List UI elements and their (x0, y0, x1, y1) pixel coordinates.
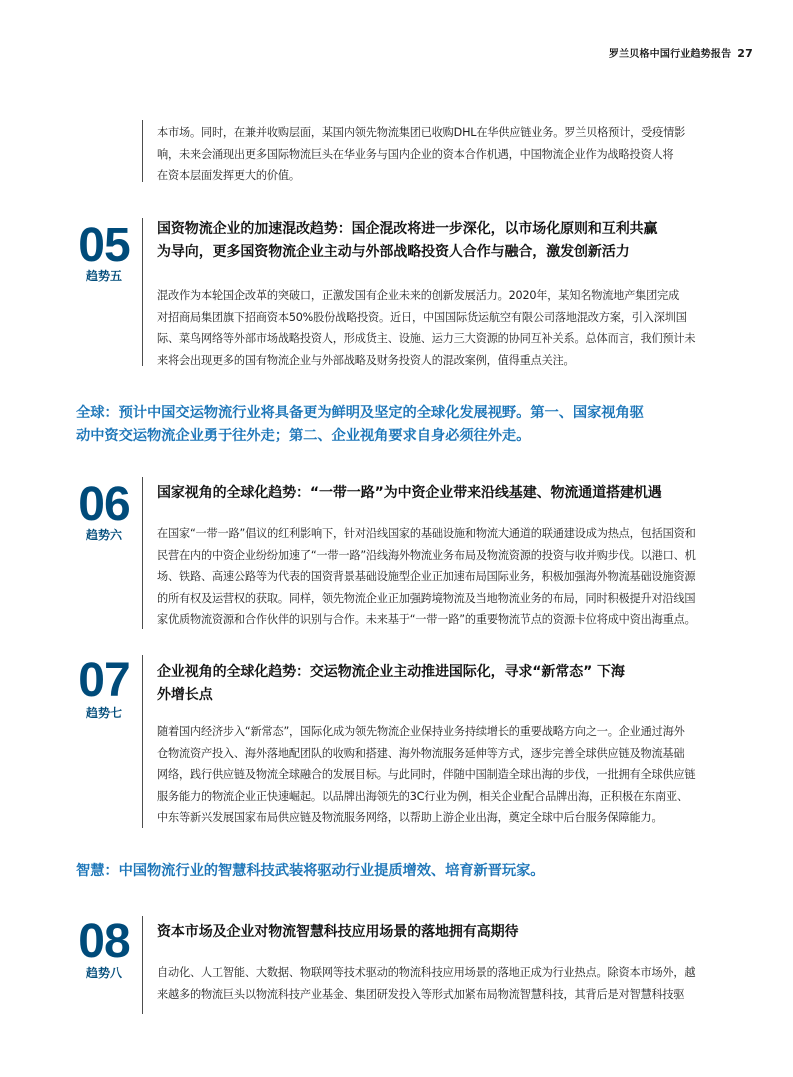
global-heading-line: 全球：预计中国交运物流行业将具备更为鲜明及坚定的全球化发展视野。第一、国家视角驱 (76, 405, 644, 421)
trend-7-body-line: 中东等新兴发展国家布局供应链及物流服务网络，以帮助上游企业出海，奠定全球中后台服务保障能力。 (157, 811, 663, 824)
trend-8-rule (142, 916, 143, 1014)
global-heading-line: 动中资交运物流企业勇于往外走；第二、企业视角要求自身必须往外走。 (76, 428, 531, 444)
trend-6-rule (142, 477, 143, 629)
trend-7-rule (142, 655, 143, 828)
trend-8-body-line: 来越多的物流巨头以物流科技产业基金、集团研发投入等形式加紧布局物流智慧科技，其背后是对智慧科技驱 (157, 987, 685, 1001)
trend-5-body-line: 来将会出现更多的国有物流企业与外部战略及财务投资人的混改案例，值得重点关注。 (157, 353, 575, 367)
smart-section-heading (76, 860, 736, 883)
trend-7-body-line: 网络，践行供应链及物流全球融合的发展目标。与此同时，伴随中国制造全球出海的步伐，一批拥有全球供应链 (157, 768, 696, 781)
trend-6-body-line: 的所有权及运营权的获取。同样，领先物流企业正加强跨境物流及当地物流业务的布局，同时积极提升对沿线国 (157, 591, 696, 605)
trend-5-body (157, 285, 737, 371)
trend-5-rule (142, 218, 143, 366)
trend-6-number: 06 (78, 478, 130, 531)
page-number: 27 (737, 47, 753, 60)
trend-5-title-line: 国资物流企业的加速混改趋势：国企混改将进一步深化，以市场化原则和互利共赢 (157, 221, 658, 237)
trend-6-body-line: 民营在内的中资企业纷纷加速了“一带一路”沿线海外物流业务布局及物流资源的投资与收并购步伐。以港口、机 (157, 548, 696, 562)
report-title: 罗兰贝格中国行业趋势报告 (608, 49, 732, 60)
trend-5-label: 趋势五 (85, 269, 122, 283)
trend-7-body (157, 721, 737, 829)
global-section-heading (76, 402, 736, 448)
smart-heading-line: 智慧：中国物流行业的智慧科技武装将驱动行业提质增效、培育新晋玩家。 (76, 863, 545, 879)
trend-6-body-line: 在国家“一带一路”倡议的红利影响下，针对沿线国家的基础设施和物流大通道的联通建设成为热点，包括国资和 (157, 527, 696, 540)
trend-5-body-line: 对招商局集团旗下招商资本50%股份战略投资。近日，中国国际货运航空有限公司落地混改方案，引入深圳国 (157, 310, 687, 324)
trend-8-title (157, 921, 737, 944)
trend-8-body (157, 962, 737, 1005)
trend-6-title (157, 482, 737, 505)
intro-line: 在资本层面发挥更大的价值。 (157, 169, 300, 182)
trend-5-number: 05 (78, 219, 130, 272)
intro-paragraph (157, 122, 737, 187)
trend-6-label: 趋势六 (85, 528, 122, 542)
trend-8-body-line: 自动化、人工智能、大数据、物联网等技术驱动的物流科技应用场景的落地正成为行业热点。除资本市场外，越 (157, 966, 696, 979)
trend-6-body (157, 523, 737, 631)
trend-5-title (157, 218, 737, 264)
intro-line: 响，未来会涌现出更多国际物流巨头在华业务与国内企业的资本合作机遇，中国物流企业作为战略投资人将 (157, 147, 674, 161)
trend-6-title-line: 国家视角的全球化趋势：“一带一路”为中资企业带来沿线基建、物流通道搭建机遇 (157, 485, 662, 501)
trend-7-title (157, 661, 737, 707)
trend-5-title-line: 为导向，更多国资物流企业主动与外部战略投资人合作与融合，激发创新活力 (157, 244, 630, 260)
trend-7-body-line: 仓物流资产投入、海外落地配团队的收购和搭建、海外物流服务延伸等方式，逐步完善全球供应链及物流基础 (157, 746, 685, 760)
trend-5-body-line: 际、菜鸟网络等外部市场战略投资人，形成货主、设施、运力三大资源的协同互补关系。总体而言，我们预计未 (157, 332, 696, 345)
trend-7-title-line: 企业视角的全球化趋势：交运物流企业主动推进国际化，寻求“新常态” 下海 (157, 664, 625, 680)
intro-line: 本市场。同时，在兼并收购层面，某国内领先物流集团已收购DHL在华供应链业务。罗兰贝格预计，受疫情影 (157, 126, 686, 139)
trend-7-body-line: 服务能力的物流企业正快速崛起。以品牌出海领先的3C行业为例，相关企业配合品牌出海，正积极在东南亚、 (157, 789, 688, 803)
trend-5-body-line: 混改作为本轮国企改革的突破口，正激发国有企业未来的创新发展活力。2020年，某知名物流地产集团完成 (157, 289, 680, 302)
trend-8-label: 趋势八 (85, 966, 122, 980)
intro-rule (142, 120, 143, 182)
trend-8-title-line: 资本市场及企业对物流智慧科技应用场景的落地拥有高期待 (157, 924, 519, 940)
trend-7-number: 07 (78, 654, 130, 707)
trend-6-body-line: 家优质物流资源和合作伙伴的识别与合作。未来基于“一带一路”的重要物流节点的资源卡位将成中资出海重点。 (157, 613, 696, 626)
running-header (609, 45, 753, 60)
trend-7-title-line: 外增长点 (157, 687, 213, 703)
trend-8-number: 08 (78, 915, 130, 968)
trend-6-body-line: 场、铁路、高速公路等为代表的国资背景基础设施型企业正加速布局国际业务，积极加强海外物流基础设施资源 (157, 570, 696, 583)
trend-7-label: 趋势七 (85, 706, 122, 720)
trend-7-body-line: 随着国内经济步入“新常态”，国际化成为领先物流企业保持业务持续增长的重要战略方向之一。企业通过海外 (157, 725, 685, 738)
